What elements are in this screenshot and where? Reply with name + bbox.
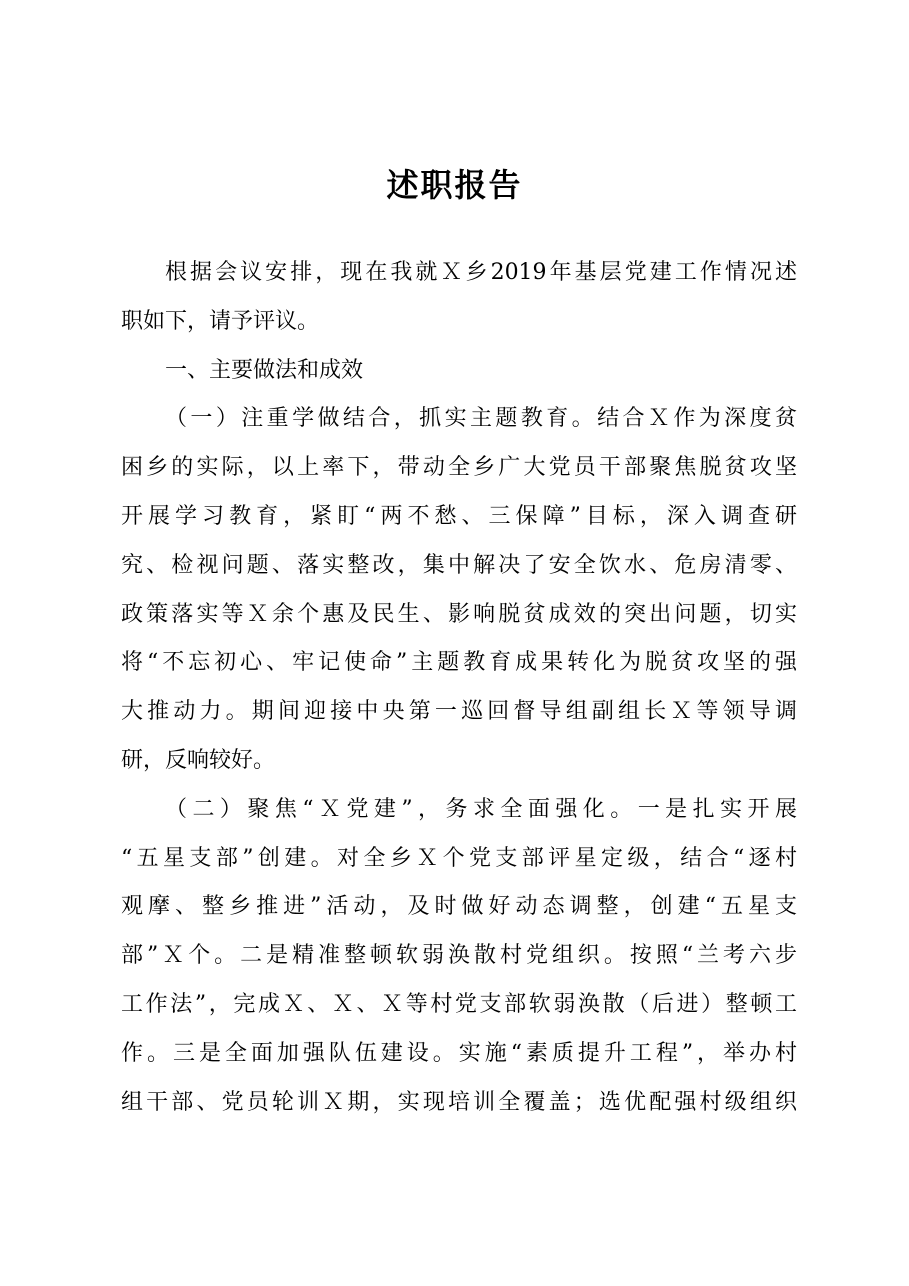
section-1-line-6: 将“不忘初心、牢记使命”主题教育成果转化为脱贫攻坚的强 [121, 650, 797, 676]
section-1-line-2: 困乡的实际，以上率下，带动全乡广大党员干部聚焦脱贫攻坚 [121, 455, 797, 481]
section-2-line-3: 观摩、整乡推进”活动，及时做好动态调整，创建“五星支 [121, 894, 797, 920]
section-heading-main-practices: 一、主要做法和成效 [165, 357, 364, 383]
section-2-line-4: 部”Ｘ个。二是精准整顿软弱涣散村党组织。按照“兰考六步 [121, 943, 797, 969]
section-2-line-6: 作。三是全面加强队伍建设。实施“素质提升工程”，举办村 [121, 1040, 797, 1066]
section-1-line-5: 政策落实等Ｘ余个惠及民生、影响脱贫成效的突出问题，切实 [121, 601, 797, 627]
document-body [121, 249, 797, 1127]
section-1-line-4: 究、检视问题、落实整改，集中解决了安全饮水、危房清零、 [121, 552, 797, 578]
paragraph-intro-line-2: 职如下，请予评议。 [121, 308, 320, 334]
section-2-line-7: 组干部、党员轮训Ｘ期，实现培训全覆盖；选优配强村级组织 [121, 1089, 797, 1115]
section-1-line-3: 开展学习教育，紧盯“两不愁、三保障”目标，深入调查研 [121, 503, 797, 529]
paragraph-intro-line-1: 根据会议安排，现在我就Ｘ乡2019年基层党建工作情况述 [165, 260, 797, 285]
document-title: 述职报告 [386, 166, 523, 204]
section-2-line-2: “五星支部”创建。对全乡Ｘ个党支部评星定级，结合“逐村 [121, 845, 797, 871]
section-2-line-5: 工作法”，完成Ｘ、Ｘ、Ｘ等村党支部软弱涣散（后进）整顿工 [121, 991, 797, 1017]
section-1-line-8: 研，反响较好。 [121, 747, 276, 773]
section-2-line-1: （二）聚焦“Ｘ党建”，务求全面强化。一是扎实开展 [165, 796, 797, 822]
section-1-line-7: 大推动力。期间迎接中央第一巡回督导组副组长Ｘ等领导调 [121, 699, 797, 725]
section-1-line-1: （一）注重学做结合，抓实主题教育。结合Ｘ作为深度贫 [165, 406, 797, 432]
